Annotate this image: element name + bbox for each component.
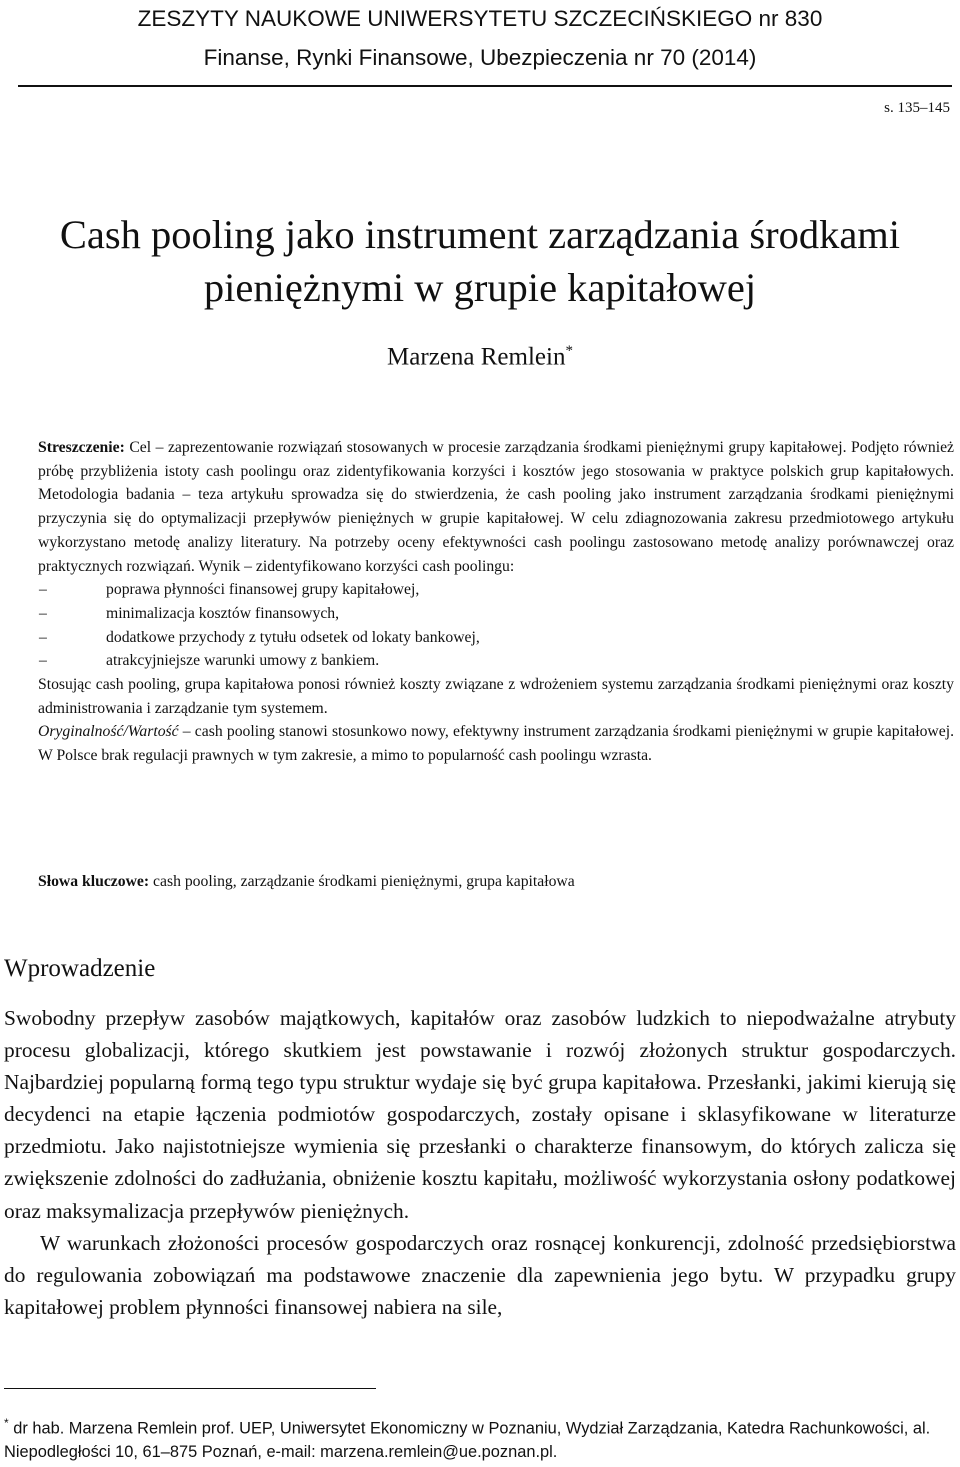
- author-text: Marzena Remlein: [387, 343, 566, 371]
- journal-title: ZESZYTY NAUKOWE UNIWERSYTETU SZCZECIŃSKIEGO nr 830: [137, 6, 823, 31]
- keywords-label: Słowa kluczowe:: [38, 873, 150, 890]
- abstract-paragraph-1: [38, 436, 954, 578]
- list-item-text: dodatkowe przychody z tytułu odsetek od lokaty bankowej,: [106, 628, 480, 646]
- abstract-text-1: Cel – zaprezentowanie rozwiązań stosowanych w procesie zarządzania środkami pieniężnymi grupy kapitałowej. Podjęto również próbę przybliżenia istoty cash poolingu oraz zidentyfikowania korzyści i kosztów jego stosowania w praktyce polskich grup kapitałowych. Metodologia badania – teza artykułu sprowadza się do stwierdzenia, że cash pooling jako instrument zarządzania środkami pieniężnymi przyczynia się do optymalizacji przepływów pieniężnych w grupie kapitałowej. W celu zdiagnozowania zakresu przedmiotowego artykułu wykorzystano metodę analizy literatury. Na potrzeby oceny efektywności cash poolingu zastosowano metodę analizy porównawczej oraz praktycznych rozwiązań. Wynik – zidentyfikowano korzyści cash poolingu:: [38, 439, 954, 575]
- header-divider: [18, 85, 952, 87]
- list-item: [38, 626, 954, 650]
- footnote-mark: *: [4, 1416, 9, 1430]
- list-dash: –: [39, 581, 47, 599]
- benefits-list: [38, 578, 954, 673]
- title-line-1: Cash pooling jako instrument zarządzania środkami: [59, 212, 901, 257]
- footnote-divider: [4, 1388, 376, 1389]
- list-item: [38, 602, 954, 626]
- abstract-paragraph-2: Stosując cash pooling, grupa kapitałowa ponosi również koszty związane z wdrożeniem systemu zarządzania środkami pieniężnymi oraz koszty administrowania i zarządzanie tym systemem.: [38, 676, 954, 717]
- list-item: [38, 649, 954, 673]
- list-dash: –: [39, 628, 47, 646]
- body-paragraph-2: W warunkach złożoności procesów gospodarczych oraz rosnącej konkurencji, zdolność przedsiębiorstwa do regulowania zobowiązań ma podstawowe znaczenie dla zapewnienia jego bytu. W przypadku grupy kapitałowej problem płynności finansowej nabiera na sile,: [4, 1230, 956, 1319]
- list-item: [38, 578, 954, 602]
- abstract-label: Streszczenie:: [38, 439, 125, 456]
- author-footnote-mark: *: [565, 343, 573, 359]
- list-dash: –: [39, 604, 47, 622]
- footnote-text: dr hab. Marzena Remlein prof. UEP, Uniwersytet Ekonomiczny w Poznaniu, Wydział Zarządzania, Katedra Rachunkowości, al. Niepodległości 10, 61–875 Poznań, e-mail: marzena.remlein@ue.poznan.pl.: [4, 1419, 931, 1462]
- abstract: [38, 436, 954, 768]
- list-item-text: atrakcyjniejsze warunki umowy z bankiem.: [106, 652, 380, 670]
- title-line-2: pieniężnymi w grupie kapitałowej: [203, 265, 757, 310]
- journal-series: Finanse, Rynki Finansowe, Ubezpieczenia nr 70 (2014): [203, 45, 757, 70]
- section-heading: Wprowadzenie: [4, 955, 156, 982]
- author-name: [0, 343, 960, 371]
- abstract-originality: [38, 720, 954, 767]
- list-dash: –: [39, 652, 47, 670]
- page-range: s. 135–145: [884, 100, 950, 116]
- keywords: [38, 873, 954, 891]
- body-text: [4, 1002, 956, 1323]
- list-item-text: poprawa płynności finansowej grupy kapitałowej,: [106, 581, 420, 599]
- article-title: [0, 208, 960, 314]
- footnote: [4, 1411, 958, 1464]
- keywords-text: cash pooling, zarządzanie środkami pieniężnymi, grupa kapitałowa: [149, 873, 575, 890]
- originality-text: – cash pooling stanowi stosunkowo nowy, efektywny instrument zarządzania środkami pieniężnymi w grupie kapitałowej. W Polsce brak regulacji prawnych w tym zakresie, a mimo to popularność cash poolingu wzrasta.: [38, 723, 954, 765]
- list-item-text: minimalizacja kosztów finansowych,: [106, 604, 340, 622]
- originality-label: Oryginalność/Wartość: [38, 723, 179, 741]
- body-paragraph-1: Swobodny przepływ zasobów majątkowych, kapitałów oraz zasobów ludzkich to niepodważalne atrybuty procesu globalizacji, którego skutkiem jest powstawanie i rozwój złożonych struktur gospodarczych. Najbardziej popularną formą tego typu struktur wydaje się być grupa kapitałowa. Przesłanki, jakimi kierują się decydenci na etapie łączenia podmiotów gospodarczych, zostały opisane i sklasyfikowane w literaturze przedmiotu. Jako najistotniejsze wymienia się przesłanki o charakterze finansowym, do których zalicza się zwiększenie zdolności do zadłużania, obniżenie kosztu kapitału, możliwość wykorzystania osłony podatkowej oraz maksymalizacja przepływów pieniężnych.: [4, 1006, 956, 1223]
